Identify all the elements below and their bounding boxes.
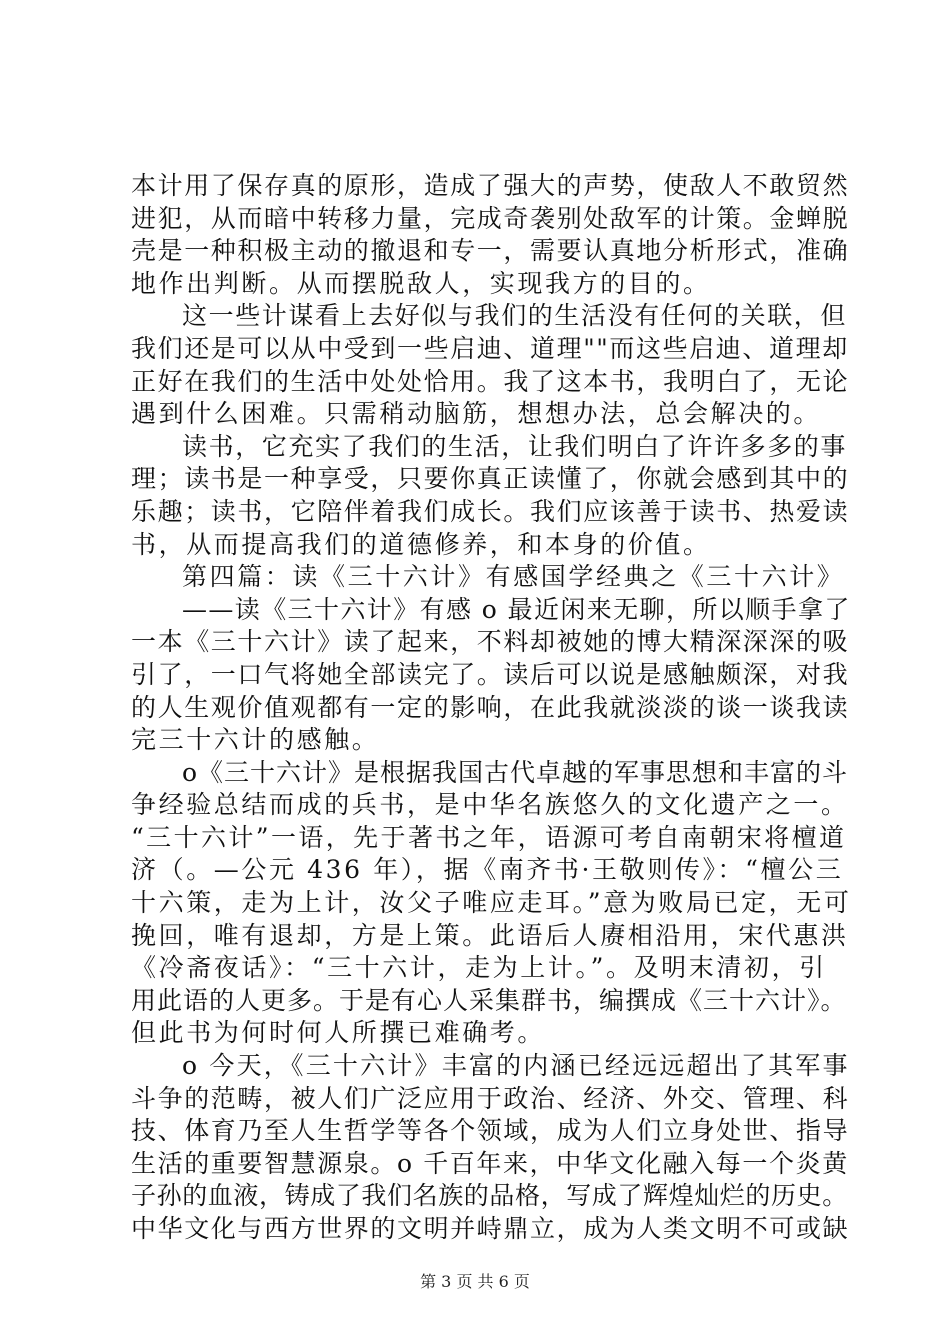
- text-line: 生活的重要智慧源泉。o 千百年来，中华文化融入每一个炎黄: [131, 1148, 849, 1178]
- text-line: 理；读书是一种享受，只要你真正读懂了，你就会感到其中的: [131, 464, 850, 494]
- text-line: 十六策，走为上计，汝父子唯应走耳。”意为败局已定，无可: [131, 888, 852, 918]
- paragraph-start: 读书，它充实了我们的生活，让我们明白了许许多多的事: [182, 431, 848, 461]
- paragraph-start: o《三十六计》是根据我国古代卓越的军事思想和丰富的斗: [182, 757, 849, 787]
- text-line: 济（。—公元 436 年），据《南齐书·王敬则传》：“檀公三: [131, 855, 844, 885]
- text-line: 子孙的血液，铸成了我们名族的品格，写成了辉煌灿烂的历史。: [131, 1181, 848, 1211]
- text-line: 进犯，从而暗中转移力量，完成奇袭别处敌军的计策。金蝉脱: [131, 203, 850, 233]
- text-line: 引了，一口气将她全部读完了。读后可以说是感触颇深，对我: [131, 659, 850, 689]
- text-line: 地作出判断。从而摆脱敌人，实现我方的目的。: [131, 268, 711, 298]
- text-line: 壳是一种积极主动的撤退和专一，需要认真地分析形式，准确: [131, 236, 850, 266]
- text-line: 本计用了保存真的原形，造成了强大的声势，使敌人不敢贸然: [131, 171, 850, 200]
- section-heading: 第四篇：读《三十六计》有感国学经典之《三十六计》: [182, 562, 845, 592]
- text-line: 乐趣；读书，它陪伴着我们成长。我们应该善于读书、热爱读: [131, 496, 850, 526]
- text-line: 一本《三十六计》读了起来，不料却被她的博大精深深深的吸: [131, 627, 850, 657]
- text-line: 正好在我们的生活中处处恰用。我了这本书，我明白了，无论: [131, 366, 850, 396]
- text-line: 技、体育乃至人生哲学等各个领域，成为人们立身处世、指导: [131, 1116, 850, 1146]
- body-text: [131, 170, 851, 1246]
- text-line: 中华文化与西方世界的文明并峙鼎立，成为人类文明不可或缺: [131, 1214, 850, 1243]
- text-line: 遇到什么困难。只需稍动脑筋，想想办法，总会解决的。: [131, 399, 822, 429]
- text-line: 挽回，唯有退却，方是上策。此语后人赓相沿用，宋代惠洪: [131, 920, 849, 950]
- page-number-footer: 第 3 页 共 6 页: [420, 1272, 530, 1291]
- text-line: 斗争的范畴，被人们广泛应用于政治、经济、外交、管理、科: [131, 1083, 850, 1113]
- paragraph-start: o 今天，《三十六计》丰富的内涵已经远远超出了其军事: [182, 1051, 850, 1081]
- paragraph-start: ——读《三十六计》有感 o 最近闲来无聊，所以顺手拿了: [182, 594, 851, 624]
- text-line: 但此书为何时何人所撰已难确考。: [131, 1018, 546, 1048]
- text-line: 争经验总结而成的兵书，是中华名族悠久的文化遗产之一。: [131, 790, 849, 820]
- text-line: 我们还是可以从中受到一些启迪、道理""而这些启迪、道理却: [131, 333, 849, 363]
- text-line: 的人生观价值观都有一定的影响，在此我就淡淡的谈一谈我读: [131, 692, 850, 722]
- paragraph-start: 这一些计谋看上去好似与我们的生活没有任何的关联，但: [182, 301, 848, 331]
- text-line: 完三十六计的感触。: [131, 725, 380, 755]
- text-line: 用此语的人更多。于是有心人采集群书，编撰成《三十六计》。: [131, 985, 847, 1015]
- text-line: 书，从而提高我们的道德修养，和本身的价值。: [131, 529, 711, 559]
- text-line: 《冷斋夜话》：“三十六计，走为上计。”。及明末清初，引: [131, 953, 827, 983]
- text-line: “三十六计”一语，先于著书之年，语源可考自南朝宋将檀道: [131, 822, 847, 852]
